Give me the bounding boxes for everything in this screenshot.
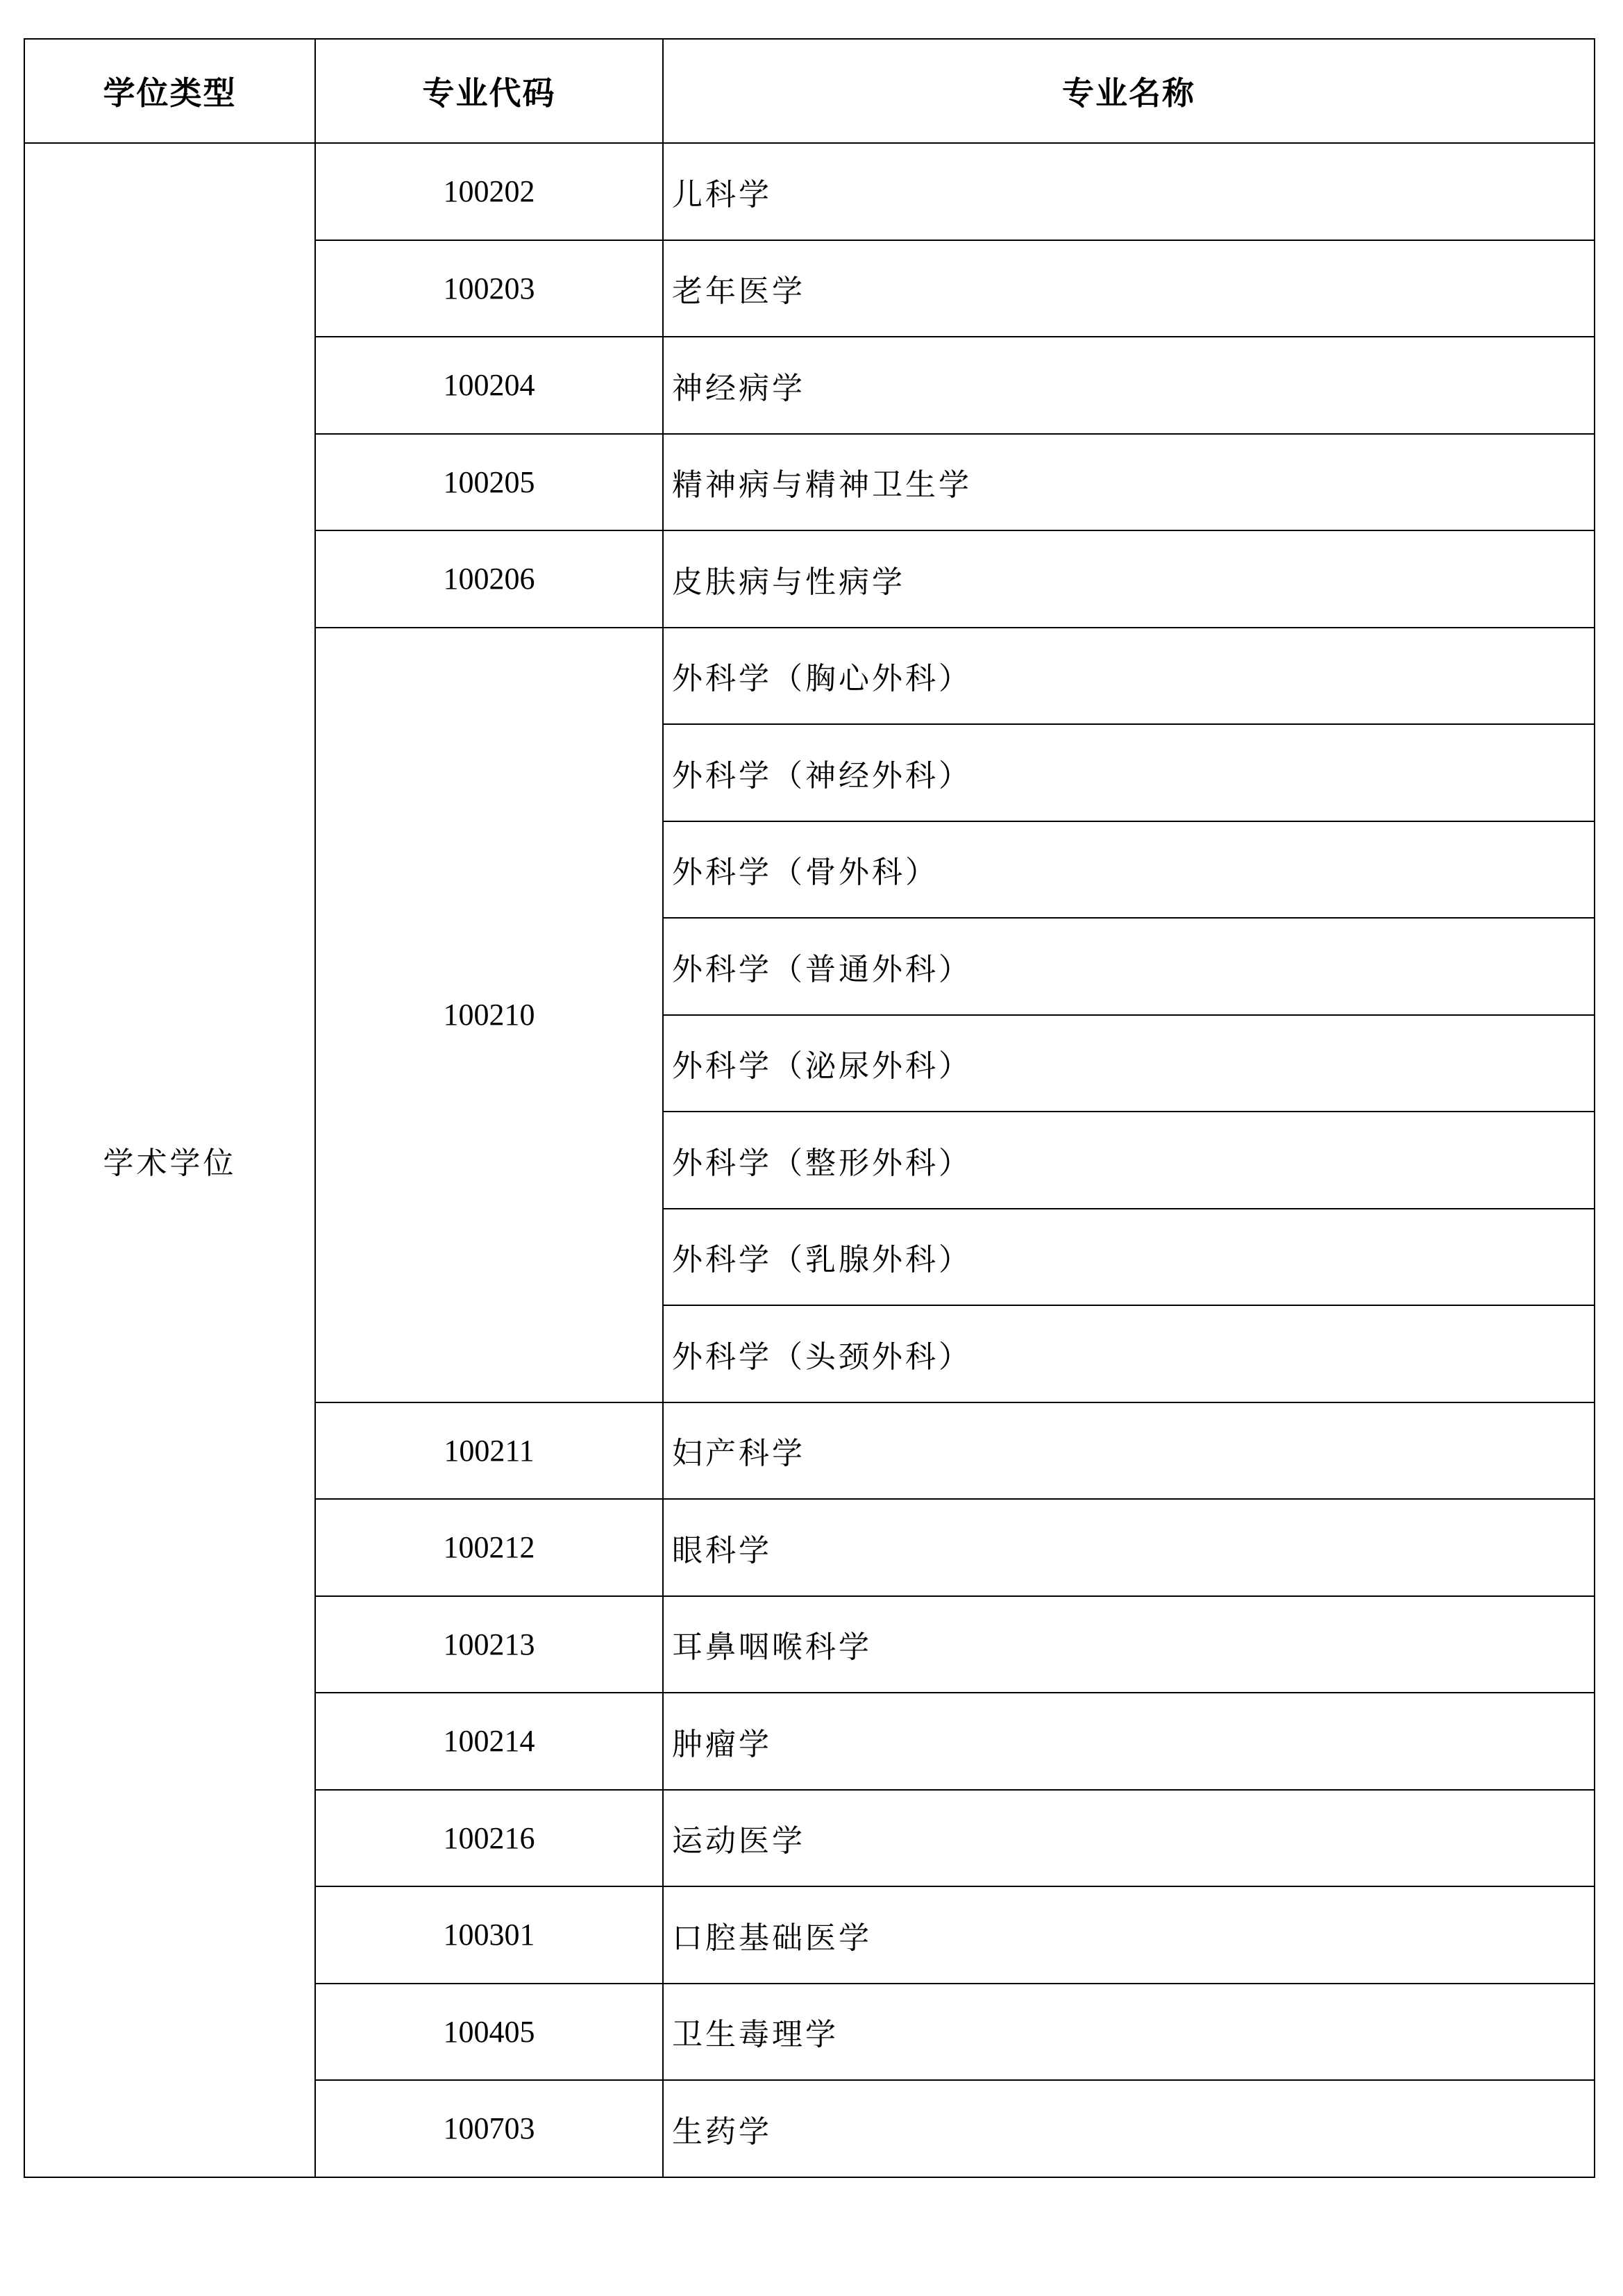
major-code-cell: 100204 <box>315 337 663 434</box>
table-row <box>24 143 1595 240</box>
major-name-cell: 妇产科学 <box>663 1402 1595 1500</box>
major-code-cell: 100206 <box>315 530 663 628</box>
major-code-cell: 100214 <box>315 1693 663 1790</box>
major-name-cell: 外科学（普通外科） <box>663 918 1595 1015</box>
major-name-cell: 外科学（整形外科） <box>663 1112 1595 1209</box>
major-code-cell: 100216 <box>315 1790 663 1887</box>
major-code-cell: 100205 <box>315 434 663 531</box>
major-name-cell: 生药学 <box>663 2080 1595 2177</box>
header-degree-type: 学位类型 <box>24 39 315 143</box>
major-code-cell: 100213 <box>315 1596 663 1693</box>
header-major-code: 专业代码 <box>315 39 663 143</box>
major-name-cell: 眼科学 <box>663 1499 1595 1596</box>
major-name-cell: 外科学（乳腺外科） <box>663 1209 1595 1306</box>
degree-type-cell: 学术学位 <box>24 143 315 2177</box>
major-name-cell: 卫生毒理学 <box>663 1984 1595 2081</box>
major-name-cell: 运动医学 <box>663 1790 1595 1887</box>
major-name-cell: 外科学（神经外科） <box>663 724 1595 821</box>
major-name-cell: 儿科学 <box>663 143 1595 240</box>
major-name-cell: 外科学（头颈外科） <box>663 1305 1595 1402</box>
major-name-cell: 皮肤病与性病学 <box>663 530 1595 628</box>
major-code-cell: 100202 <box>315 143 663 240</box>
major-name-cell: 耳鼻咽喉科学 <box>663 1596 1595 1693</box>
major-code-cell: 100211 <box>315 1402 663 1500</box>
major-code-cell: 100301 <box>315 1886 663 1984</box>
major-name-cell: 外科学（泌尿外科） <box>663 1015 1595 1112</box>
major-code-cell: 100203 <box>315 240 663 337</box>
major-name-cell: 外科学（胸心外科） <box>663 628 1595 725</box>
header-major-name: 专业名称 <box>663 39 1595 143</box>
major-code-cell: 100210 <box>315 628 663 1402</box>
major-name-cell: 外科学（骨外科） <box>663 821 1595 919</box>
major-table <box>24 38 1595 2178</box>
major-name-cell: 老年医学 <box>663 240 1595 337</box>
major-code-cell: 100405 <box>315 1984 663 2081</box>
major-name-cell: 口腔基础医学 <box>663 1886 1595 1984</box>
major-name-cell: 神经病学 <box>663 337 1595 434</box>
major-name-cell: 肿瘤学 <box>663 1693 1595 1790</box>
header-row <box>24 39 1595 143</box>
major-name-cell: 精神病与精神卫生学 <box>663 434 1595 531</box>
major-code-cell: 100212 <box>315 1499 663 1596</box>
major-code-cell: 100703 <box>315 2080 663 2177</box>
